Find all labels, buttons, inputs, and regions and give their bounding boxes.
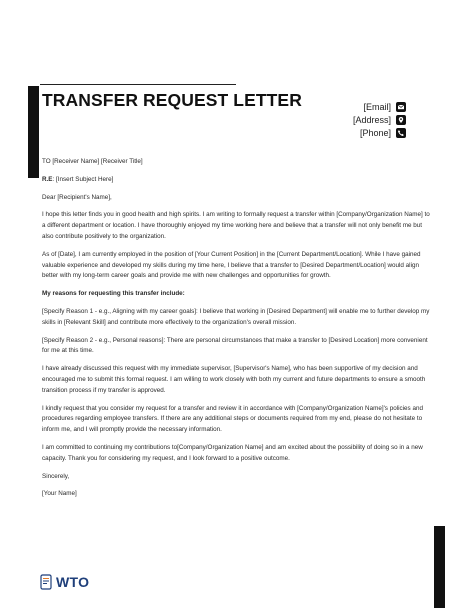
- subject-value: : [Insert Subject Here]: [52, 175, 114, 183]
- reason-2: [Specify Reason 2 - e.g., Personal reasons]: There are personal circumstances that make a transfer to [Desired Location] more convenient for me at this time.: [42, 336, 428, 355]
- header-rule: [40, 84, 236, 85]
- salutation: Dear [Recipient's Name],: [42, 193, 112, 201]
- contact-address: [Address]: [352, 114, 391, 125]
- subject-line: [42, 175, 434, 186]
- email-icon: [396, 102, 406, 112]
- recipient-line: TO [Receiver Name] [Receiver Title]: [42, 158, 143, 165]
- contact-address-row: [353, 113, 406, 126]
- reason-1: [Specify Reason 1 - e.g., Aligning with my career goals]: I believe that working in [Desired Department] will enable me to further develop my skills in [Relevant Skill] and contribute more effectively to the organization's overall mission.: [42, 307, 430, 326]
- contact-email-row: [353, 100, 406, 113]
- paragraph-current-position: As of [Date], I am currently employed in the position of [Your Current Position] in the [Current Department/Location]. While I have gained valuable experience and developed my skills during my time here, I believe that a transfer to [Desired Department/Location] would align better with my long-term career goals and provide me with new challenges and opportunities for growth.: [42, 250, 421, 280]
- contact-phone-row: [353, 126, 406, 139]
- contact-block: [353, 100, 406, 139]
- reasons-heading: My reasons for requesting this transfer include:: [42, 290, 185, 298]
- letter-body: [42, 157, 434, 507]
- phone-icon: [396, 128, 406, 138]
- letter-title: TRANSFER REQUEST LETTER: [42, 90, 302, 110]
- left-accent-bar: [28, 86, 39, 178]
- paragraph-supervisor: I have already discussed this request with my immediate supervisor, [Supervisor's Name], who has been supportive of my decision and encouraged me to submit this formal request. I am willing to work closely with both my current and future departments to ensure a smooth transition process if my transfer is approved.: [42, 365, 426, 394]
- signature: [Your Name]: [42, 490, 77, 498]
- location-pin-icon: [396, 115, 406, 125]
- subject-label: R.E: [42, 175, 53, 183]
- paragraph-intro: I hope this letter finds you in good health and high spirits. I am writing to formally request a transfer within [Company/Organization Name] to a different department or location. I have thoroughly enjoyed my time working here and believe that a transfer will not only benefit me but also contribute positively to the organization.: [42, 211, 430, 240]
- paragraph-commitment: I am committed to continuing my contributions to[Company/Organization Name] and am excited about the possibility of doing so in a new capacity. Thank you for considering my request, and I look forward to a positive outcome.: [42, 443, 423, 462]
- paragraph-request: I kindly request that you consider my request for a transfer and review it in accordance with [Company/Organization Name]'s policies and procedures regarding employee transfers. If there are any additional steps or documents required from my end, please do not hesitate to inform me, and I will promptly provide the necessary information.: [42, 404, 423, 434]
- contact-phone: [Phone]: [359, 127, 391, 138]
- logo-text: WTO: [56, 574, 90, 590]
- right-accent-bar: [434, 526, 445, 608]
- closing: Sincerely,: [42, 472, 70, 480]
- contact-email: [Email]: [363, 101, 391, 112]
- wto-logo: [40, 574, 89, 590]
- document-logo-icon: [40, 574, 53, 590]
